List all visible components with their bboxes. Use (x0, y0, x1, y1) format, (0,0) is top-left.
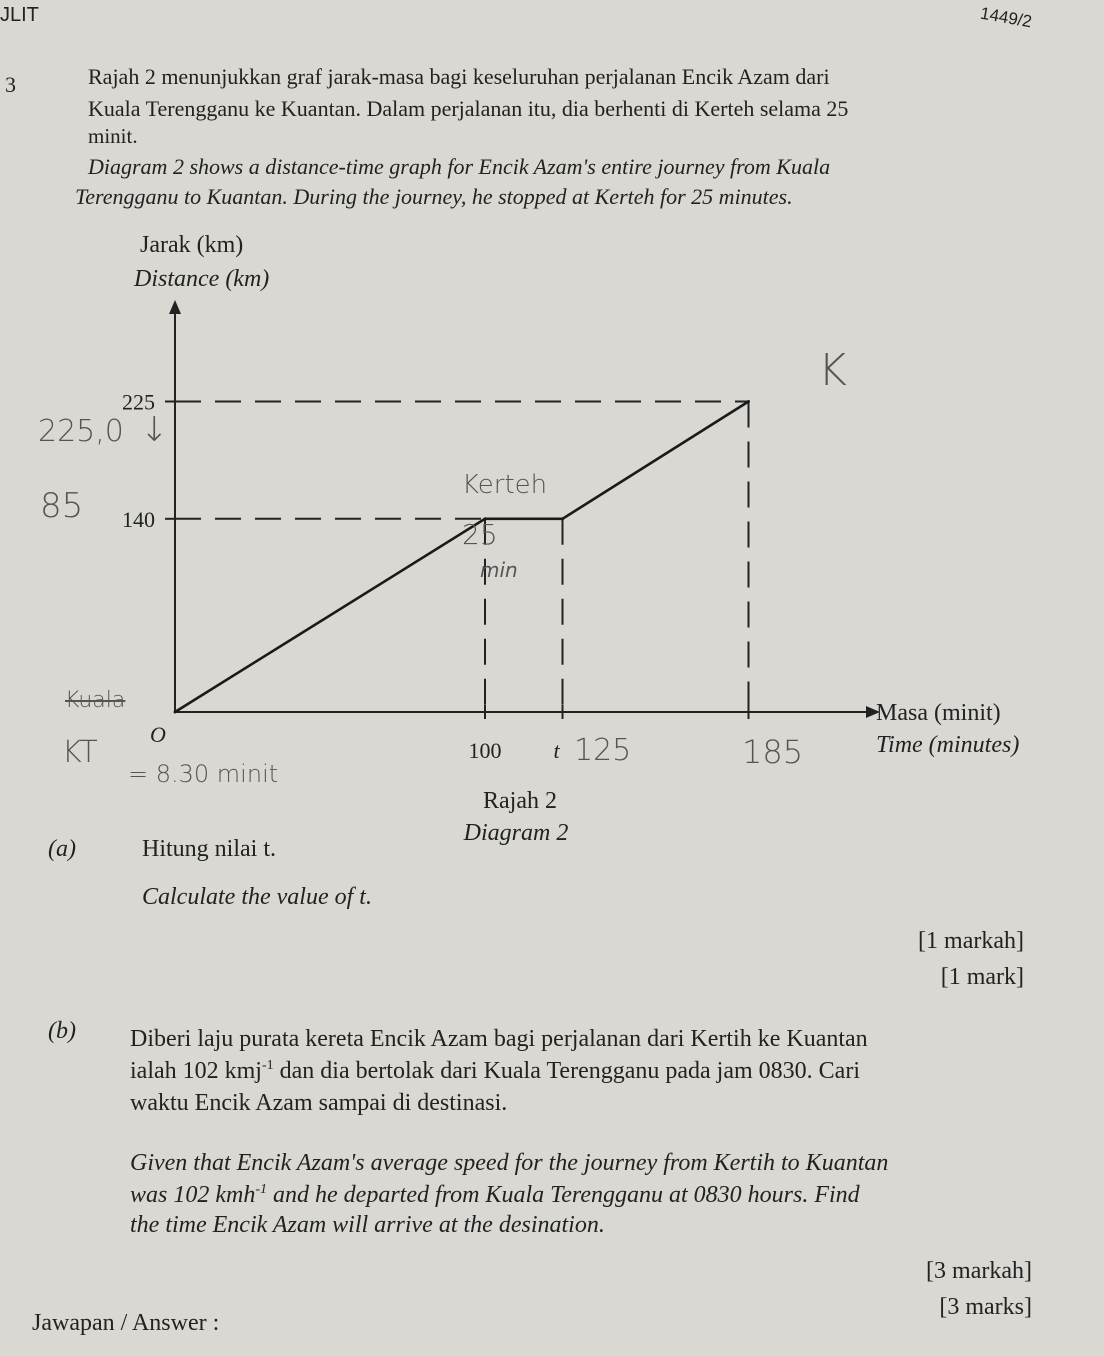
y-axis-arrowhead-icon (169, 300, 181, 314)
handwritten-min: min (480, 558, 518, 582)
part-a-malay: Hitung nilai t. (142, 836, 276, 862)
handwritten-225: 225,0 (38, 414, 124, 449)
part-b-english-line2: was 102 kmh$^{-1}$ and he departed from Kuala Terengganu at 0830 hours. Find (130, 1182, 860, 1208)
x-tick-label-t: t (553, 738, 560, 763)
part-b-english-line1: Given that Encik Azam's average speed for the journey from Kertih to Kuantan (130, 1150, 889, 1176)
question-english-line2: Terengganu to Kuantan. During the journey, he stopped at Kerteh for 25 minutes. (75, 184, 793, 209)
question-number: 3 (5, 72, 16, 97)
question-malay-line2: Kuala Terengganu ke Kuantan. Dalam perjalanan itu, dia berhenti di Kerteh selama 25 (88, 96, 849, 121)
part-b-malay-line3: waktu Encik Azam sampai di destinasi. (130, 1090, 508, 1116)
handwritten-kerteh: Kerteh (462, 470, 548, 500)
header-right-code: 1449/2 (978, 3, 1034, 32)
journey-point (561, 517, 564, 520)
header-left: JLIT (0, 4, 39, 26)
part-b-malay-line2: ialah 102 kmj$^{-1}$ dan dia bertolak dari Kuala Terengganu pada jam 0830. Cari (130, 1058, 860, 1084)
part-b-mark: [3 marks] (939, 1294, 1032, 1320)
journey-point (174, 711, 177, 714)
part-a-english: Calculate the value of t. (142, 884, 372, 910)
journey-point (747, 400, 750, 403)
caption-english: Diagram 2 (463, 820, 569, 846)
y-axis-label-malay: Jarak (km) (140, 232, 244, 258)
part-b-label: (b) (48, 1018, 76, 1044)
handwritten-85: 85 (40, 486, 84, 526)
handwritten-kt-time: = 8.30 minit (128, 760, 279, 788)
handwritten-25: 25 (462, 518, 498, 551)
part-b-english-line3: the time Encik Azam will arrive at the desination. (130, 1212, 605, 1238)
part-a-mark: [1 mark] (940, 964, 1024, 990)
question-malay-line1: Rajah 2 menunjukkan graf jarak-masa bagi keseluruhan perjalanan Encik Azam dari (88, 64, 830, 89)
part-b-malay-line1: Diberi laju purata kereta Encik Azam bagi perjalanan dari Kertih ke Kuantan (130, 1026, 868, 1052)
caption-malay: Rajah 2 (483, 788, 557, 814)
journey-line (175, 402, 749, 713)
handwritten-k: K (818, 345, 847, 396)
y-axis-label-english: Distance (km) (134, 266, 270, 292)
handwritten-kuala: Kuala (65, 688, 126, 713)
answer-label: Jawapan / Answer : (32, 1310, 220, 1336)
handwritten-end-value: 185 (742, 733, 804, 771)
origin-label: O (150, 722, 166, 747)
question-malay-line3: minit. (88, 124, 138, 148)
handwritten-t-value: 125 (574, 733, 632, 768)
x-tick-label-100: 100 (468, 738, 502, 763)
y-tick-label: 140 (122, 506, 155, 532)
question-english-line1: Diagram 2 shows a distance-time graph for Encik Azam's entire journey from Kuala (88, 154, 831, 179)
x-axis-label-malay: Masa (minit) (876, 700, 1001, 726)
y-tick-label: 225 (122, 389, 155, 415)
part-a-markah: [1 markah] (918, 928, 1024, 954)
handwritten-arrow-icon: ↓ (140, 410, 169, 450)
x-axis-label-english: Time (minutes) (876, 732, 1020, 758)
handwritten-kt: KT (62, 735, 98, 770)
part-a-label: (a) (48, 836, 76, 862)
part-b-markah: [3 markah] (926, 1258, 1032, 1284)
